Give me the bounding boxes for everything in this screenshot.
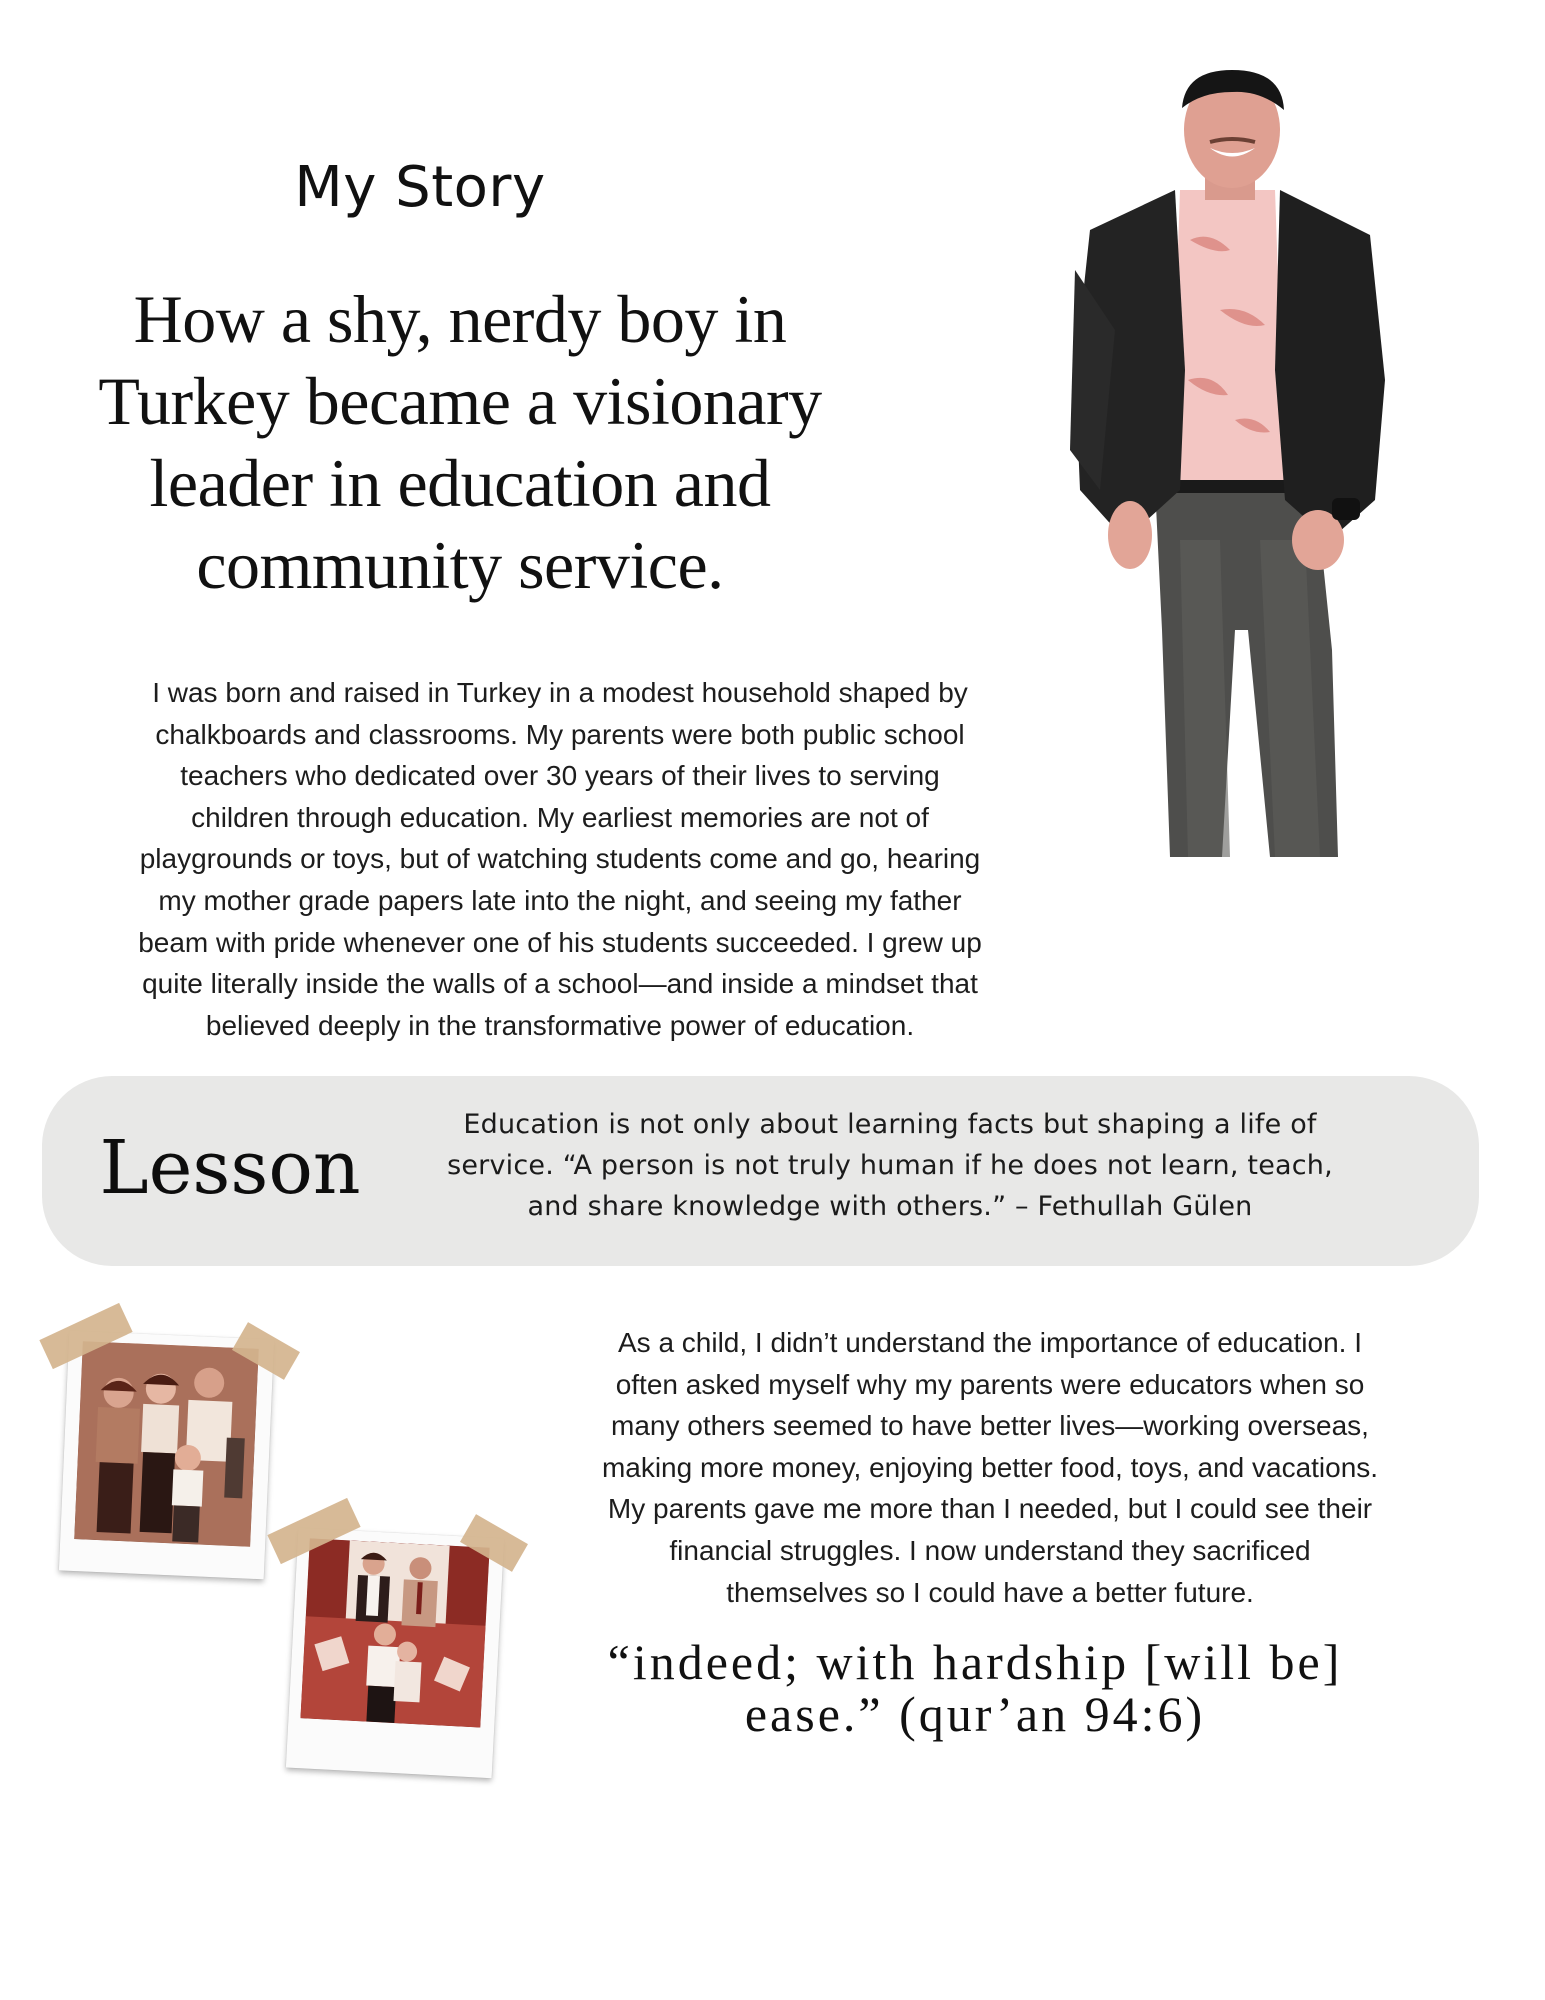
paragraph-line: believed deeply in the transformative power of education. xyxy=(205,1009,915,1041)
paragraph-line: children through education. My earliest memories are not of xyxy=(191,801,929,833)
quote-line: ease.” (qur’an 94:6) xyxy=(744,1686,1206,1742)
childhood-paragraph xyxy=(520,1322,1460,1613)
paragraph-line: many others seemed to have better lives—working overseas, xyxy=(611,1410,1369,1442)
paragraph-line: themselves so I could have a better future. xyxy=(726,1576,1254,1608)
headline-line: community service. xyxy=(196,527,724,603)
paragraph-line: chalkboards and classrooms. My parents were both public school xyxy=(155,718,965,750)
headline-line: How a shy, nerdy boy in xyxy=(133,281,787,357)
paragraph-line: often asked myself why my parents were educators when so xyxy=(615,1368,1365,1400)
headline xyxy=(80,278,840,606)
paragraph-line: my mother grade papers late into the night, and seeing my father xyxy=(158,884,962,916)
headline-line: leader in education and xyxy=(149,445,771,521)
section-label: My Story xyxy=(294,155,546,220)
polaroid-photo-family-outdoors xyxy=(59,1331,274,1580)
paragraph-line: playgrounds or toys, but of watching students come and go, hearing xyxy=(139,843,981,875)
quran-quote xyxy=(560,1636,1390,1740)
paragraph-line: quite literally inside the walls of a school—and inside a mindset that xyxy=(142,968,978,1000)
polaroid-photo-family-sofa xyxy=(286,1528,504,1778)
paragraph-line: My parents gave me more than I needed, but I could see their xyxy=(607,1493,1373,1525)
lesson-line: Education is not only about learning facts but shaping a life of xyxy=(463,1109,1317,1140)
intro-paragraph xyxy=(60,672,1060,1046)
paragraph-line: As a child, I didn’t understand the importance of education. I xyxy=(617,1327,1362,1358)
family-outdoor-photo xyxy=(74,1341,258,1546)
lesson-quote xyxy=(375,1104,1405,1227)
lesson-title: Lesson xyxy=(99,1125,361,1211)
lesson-line: and share knowledge with others.” – Fethullah Gülen xyxy=(527,1191,1253,1222)
family-sofa-photo xyxy=(300,1538,489,1727)
paragraph-line: making more money, enjoying better food, toys, and vacations. xyxy=(601,1451,1379,1483)
portrait-image xyxy=(1070,70,1390,860)
paragraph-line: I was born and raised in Turkey in a modest household shaped by xyxy=(152,677,968,708)
quote-line: “indeed; with hardship [will be] xyxy=(607,1634,1343,1690)
paragraph-line: financial struggles. I now understand they sacrificed xyxy=(669,1534,1311,1566)
paragraph-line: beam with pride whenever one of his students succeeded. I grew up xyxy=(138,926,982,958)
lesson-line: service. “A person is not truly human if he does not learn, teach, xyxy=(447,1150,1333,1181)
headline-line: Turkey became a visionary xyxy=(98,363,822,439)
paragraph-line: teachers who dedicated over 30 years of their lives to serving xyxy=(180,760,940,792)
